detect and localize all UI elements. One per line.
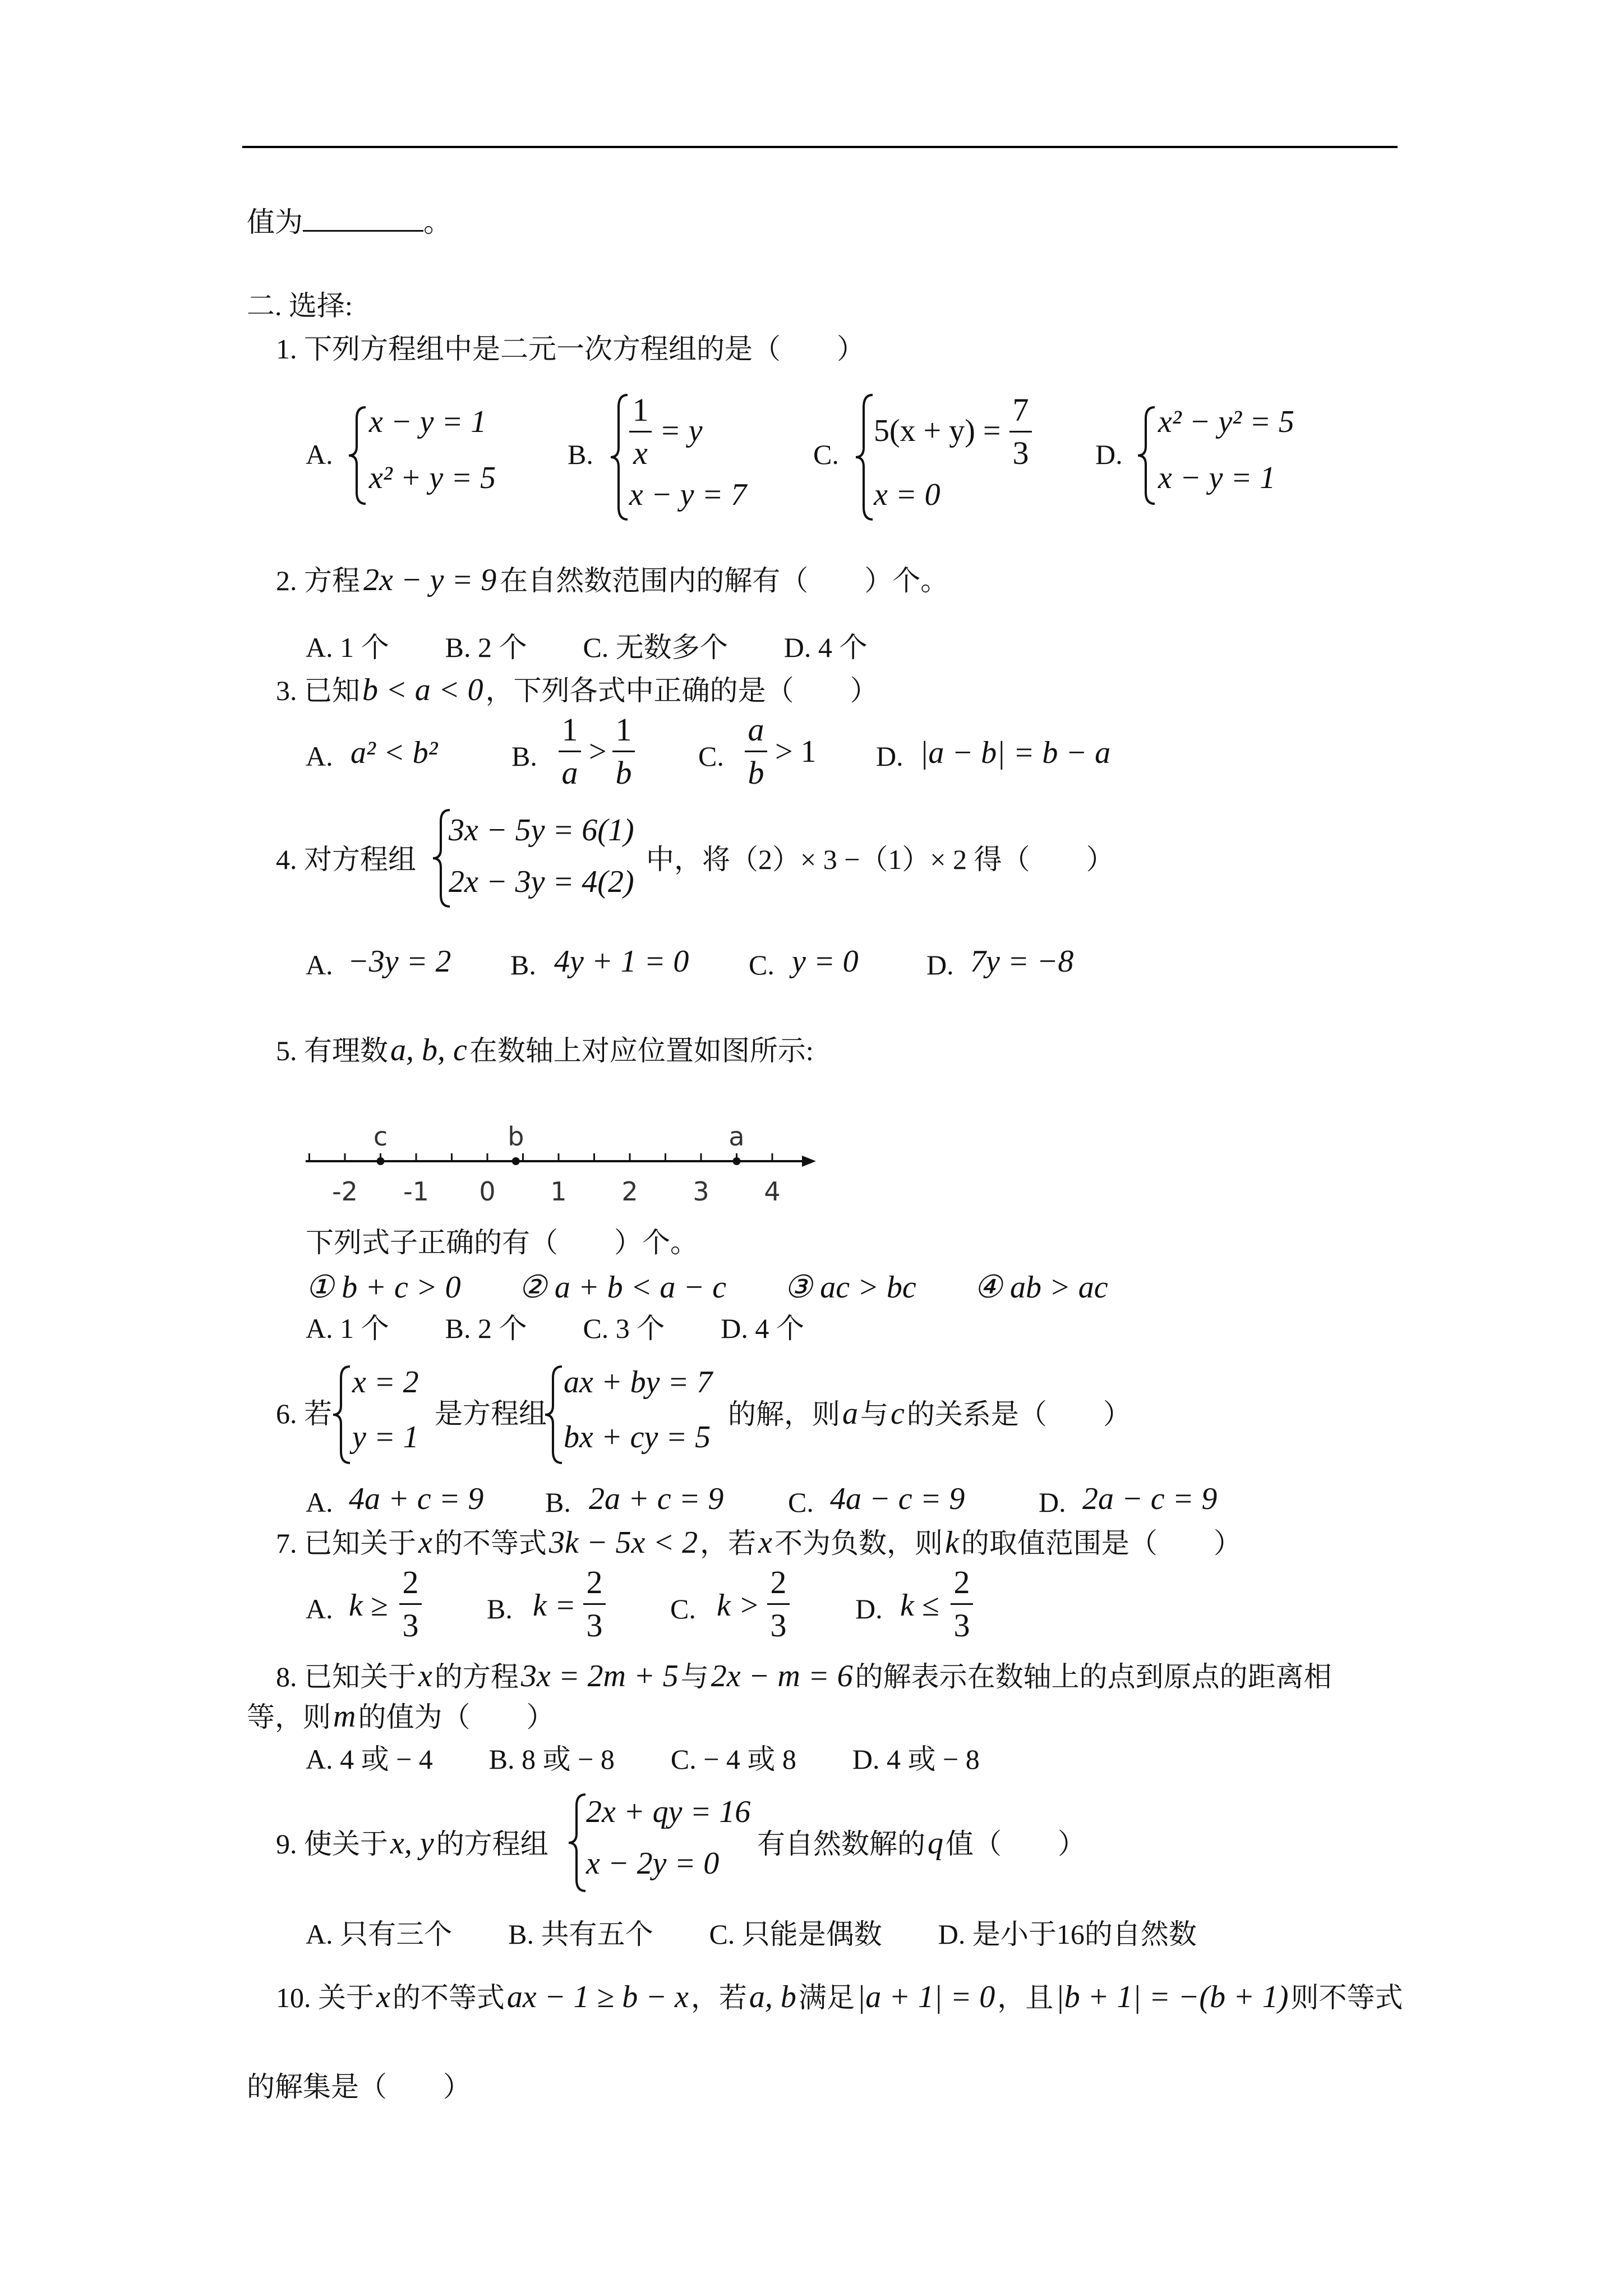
q7-d-den: 3 xyxy=(953,1607,970,1644)
q10-line1 xyxy=(276,1980,1403,2014)
number-line-tick-label: -1 xyxy=(403,1176,429,1207)
number-line-tick-label: 2 xyxy=(621,1176,638,1207)
q10-ab: a, b xyxy=(749,1980,796,2014)
q7-k: k xyxy=(945,1525,959,1560)
q7-mid2: ，若 xyxy=(700,1527,757,1559)
q4-d: 7y = −8 xyxy=(970,944,1074,979)
q8-line1-mid: 的方程 xyxy=(434,1661,519,1692)
q6-post-end: 的关系是（ ） xyxy=(906,1398,1131,1430)
q9-post xyxy=(757,1826,1086,1861)
number-line-tick-label: 3 xyxy=(693,1176,709,1207)
q8-line2-pre: 等，则 xyxy=(247,1701,331,1733)
q1-a-eq2: x² + y = 5 xyxy=(369,461,496,495)
q7-x: x xyxy=(418,1525,432,1560)
q1-a-eq1: x − y = 1 xyxy=(369,404,487,439)
q7-c-den: 3 xyxy=(770,1607,787,1644)
q4-eq1: 3x − 5y = 6(1) xyxy=(449,813,634,848)
q7-c-frac xyxy=(767,1565,790,1643)
q9-e1: 2x + qy = 16 xyxy=(586,1795,751,1829)
q2-stem xyxy=(276,563,948,597)
q7-c-pre: k > xyxy=(717,1588,760,1623)
q7-b-num: 2 xyxy=(586,1564,603,1600)
q1-c-eq1: 5(x + y) = xyxy=(874,413,1001,448)
q7-post: 的取值范围是（ ） xyxy=(961,1527,1242,1559)
q6-a: 4a + c = 9 xyxy=(349,1481,484,1516)
q10-mid: 的不等式 xyxy=(392,1982,505,2013)
q6-post xyxy=(728,1397,1131,1431)
q7-option-c-label: C. xyxy=(670,1593,696,1625)
q1-b-num: 1 xyxy=(632,392,649,428)
number-line-point-label-a: a xyxy=(728,1121,745,1152)
q3-a: a² < b² xyxy=(351,735,438,770)
q10-mid4: ，且 xyxy=(997,1982,1054,2013)
q7-c-num: 2 xyxy=(770,1564,787,1600)
q1-option-d-label: D. xyxy=(1095,439,1123,470)
q6-pre: 6. 若 xyxy=(276,1398,332,1429)
q7-b-den: 3 xyxy=(586,1607,603,1644)
q1-b-eq2: x − y = 7 xyxy=(629,477,747,512)
q4-option-d-label: D. xyxy=(926,949,954,981)
q6-brace-1 xyxy=(331,1364,353,1465)
q3-b-den2: b xyxy=(615,754,632,791)
q7-ineq: 3k − 5x < 2 xyxy=(548,1525,698,1560)
q3-b-den1: a xyxy=(561,754,578,791)
q9-e2: x − 2y = 0 xyxy=(586,1846,720,1881)
q3-c-num: a xyxy=(748,711,764,748)
section-title: 二. 选择: xyxy=(247,290,353,321)
q4-eq2: 2x − 3y = 4(2) xyxy=(449,864,634,899)
q5-item-3: ③ ac > bc xyxy=(784,1270,916,1305)
q1-stem: 1. 下列方程组中是二元一次方程组的是（ ） xyxy=(276,333,865,365)
q1-c-num: 7 xyxy=(1012,392,1029,428)
number-line-tick-label: 4 xyxy=(764,1176,781,1207)
q2-post: 在自然数范围内的解有（ ）个。 xyxy=(500,565,949,596)
number-line-point-b xyxy=(512,1157,520,1165)
q1-option-c-label: C. xyxy=(813,439,839,470)
q6-e1: ax + by = 7 xyxy=(564,1365,713,1400)
number-line-arrow xyxy=(802,1156,816,1167)
q3-d: |a − b| = b − a xyxy=(920,735,1111,770)
q1-d-brace xyxy=(1136,405,1158,506)
q4-c: y = 0 xyxy=(792,944,859,979)
q3-option-a-label: A. xyxy=(306,740,333,772)
q2-pre: 2. 方程 xyxy=(276,565,360,596)
q3-option-b-label: B. xyxy=(511,740,537,772)
q7-b-pre: k = xyxy=(533,1588,576,1623)
q4-b: 4y + 1 = 0 xyxy=(554,944,689,979)
q9-options: A. 只有三个 B. 共有五个 C. 只能是偶数 D. 是小于16的自然数 xyxy=(306,1918,1197,1950)
q5-options: A. 1 个 B. 2 个 C. 3 个 D. 4 个 xyxy=(306,1313,804,1344)
q9-q: q xyxy=(928,1826,943,1861)
q3-option-c-label: C. xyxy=(698,740,724,772)
q5-items xyxy=(306,1269,1108,1305)
q9-brace xyxy=(566,1792,589,1893)
q3-cond: b < a < 0 xyxy=(362,673,483,707)
q7-stem xyxy=(276,1526,1242,1560)
q3-b-num2: 1 xyxy=(615,711,632,748)
q6-s2: y = 1 xyxy=(352,1420,419,1455)
q9-pre xyxy=(276,1826,548,1861)
q9-mid: 的方程组 xyxy=(436,1828,548,1860)
q6-post-mid: 与 xyxy=(860,1398,888,1430)
answer-blank[interactable] xyxy=(303,203,423,232)
q9-pre-text: 9. 使关于 xyxy=(276,1828,388,1860)
q9-post-text: 值（ ） xyxy=(946,1828,1086,1860)
q4-a: −3y = 2 xyxy=(348,944,451,979)
q10-x: x xyxy=(376,1980,390,2014)
q3-b-op: > xyxy=(589,734,607,769)
q7-d-num: 2 xyxy=(953,1564,970,1600)
q1-d-eq1: x² − y² = 5 xyxy=(1158,404,1294,439)
q7-a-pre: k ≥ xyxy=(349,1588,388,1623)
header-rule xyxy=(242,146,1398,148)
number-line-tick-label: -2 xyxy=(332,1176,358,1207)
q5-item-1: ① b + c > 0 xyxy=(306,1270,461,1305)
q10-line2: 的解集是（ ） xyxy=(247,2071,471,2102)
q6-d: 2a − c = 9 xyxy=(1082,1481,1218,1516)
q2-eq: 2x − y = 9 xyxy=(363,563,497,597)
q6-option-a-label: A. xyxy=(306,1487,333,1518)
q5-stem xyxy=(276,1033,814,1068)
q4-post: 中，将（2）× 3 −（1）× 2 得（ ） xyxy=(646,844,1114,875)
q5-vars: a, b, c xyxy=(390,1033,467,1068)
q6-option-b-label: B. xyxy=(545,1487,571,1518)
q8-line2-post: 的值为（ ） xyxy=(358,1701,555,1733)
q6-post-c: c xyxy=(891,1396,905,1431)
number-line-tick-label: 1 xyxy=(550,1176,567,1207)
q3-pre: 3. 已知 xyxy=(276,675,360,706)
q10-mid3: 满足 xyxy=(798,1982,855,2013)
q6-b: 2a + c = 9 xyxy=(589,1481,724,1516)
q6-post-a: a xyxy=(842,1396,858,1431)
q3-stem xyxy=(276,673,878,707)
q7-b-frac xyxy=(583,1565,606,1643)
q3-b-frac2 xyxy=(612,712,635,790)
q7-option-a-label: A. xyxy=(306,1593,333,1625)
q7-option-b-label: B. xyxy=(487,1593,513,1625)
q10-c2: |b + 1| = −(b + 1) xyxy=(1055,1980,1289,2014)
q6-option-c-label: C. xyxy=(788,1487,814,1518)
q6-e2: bx + cy = 5 xyxy=(564,1420,711,1455)
number-line-point-label-b: b xyxy=(508,1121,524,1152)
number-line-tick-label: 0 xyxy=(479,1176,496,1207)
q1-c-brace xyxy=(854,393,876,522)
q3-c-frac xyxy=(745,712,767,790)
q1-d-eq2: x − y = 1 xyxy=(1158,461,1276,495)
q3-b-frac1 xyxy=(559,712,581,790)
q6-brace-2 xyxy=(543,1364,565,1465)
q6-c: 4a − c = 9 xyxy=(830,1481,965,1516)
q6-post-pre: 的解，则 xyxy=(728,1398,840,1430)
q3-c-rest: > 1 xyxy=(775,734,817,769)
q7-a-frac xyxy=(399,1565,422,1643)
q4-pre: 4. 对方程组 xyxy=(276,844,416,875)
q1-b-eq1-rest: = y xyxy=(660,413,703,448)
q9-vars: x, y xyxy=(390,1826,434,1861)
q8-line1-pre: 8. 已知关于 xyxy=(276,1661,416,1692)
continuation-end: 。 xyxy=(423,206,451,238)
q3-c-den: b xyxy=(748,754,764,791)
q1-option-a-label: A. xyxy=(306,439,333,470)
q8-line1 xyxy=(276,1659,1332,1694)
q10-pre: 10. 关于 xyxy=(276,1982,374,2013)
q7-mid: 的不等式 xyxy=(434,1527,547,1559)
q1-b-den: x xyxy=(633,435,648,471)
q5-stem-post: 在数轴上对应位置如图所示: xyxy=(469,1035,814,1066)
q5-item-4: ④ ab > ac xyxy=(974,1270,1108,1305)
continuation-line xyxy=(247,203,451,239)
q4-option-b-label: B. xyxy=(510,949,536,981)
q7-a-num: 2 xyxy=(402,1564,419,1600)
q1-a-brace xyxy=(347,405,369,506)
q8-x: x xyxy=(418,1659,432,1694)
q10-c1: |a + 1| = 0 xyxy=(856,1980,995,2014)
q4-option-c-label: C. xyxy=(749,949,774,981)
q7-d-pre: k ≤ xyxy=(900,1588,939,1623)
q7-a-den: 3 xyxy=(402,1607,419,1644)
q3-post: ，下列各式中正确的是（ ） xyxy=(485,675,878,706)
q7-d-frac xyxy=(951,1565,973,1643)
q10-ineq: ax − 1 ≥ b − x xyxy=(506,1980,689,2014)
q7-mid3: 不为负数，则 xyxy=(774,1527,943,1559)
continuation-text: 值为 xyxy=(247,206,303,238)
q7-option-d-label: D. xyxy=(855,1593,883,1625)
number-line-point-label-c: c xyxy=(373,1121,388,1152)
number-line-point-a xyxy=(733,1157,741,1165)
q3-b-num1: 1 xyxy=(561,711,578,748)
q8-options: A. 4 或 − 4 B. 8 或 − 8 C. − 4 或 8 D. 4 或 − 8 xyxy=(306,1743,980,1775)
q7-x2: x xyxy=(758,1525,773,1560)
q1-option-b-label: B. xyxy=(568,439,593,470)
q2-options: A. 1 个 B. 2 个 C. 无数多个 D. 4 个 xyxy=(306,632,868,663)
q1-b-brace xyxy=(608,393,631,522)
q4-option-a-label: A. xyxy=(306,949,333,981)
q5-stem-pre: 5. 有理数 xyxy=(276,1035,388,1066)
q1-c-den: 3 xyxy=(1012,435,1029,471)
q5-sub: 下列式子正确的有（ ）个。 xyxy=(306,1227,698,1258)
q8-m: m xyxy=(333,1699,356,1734)
q8-eq2: 2x − m = 6 xyxy=(711,1659,853,1694)
q1-c-eq2: x = 0 xyxy=(874,477,940,512)
q8-line1-post: 的解表示在数轴上的点到原点的距离相 xyxy=(855,1661,1332,1692)
q8-line2 xyxy=(247,1700,554,1734)
q5-item-2: ② a + b < a − c xyxy=(518,1270,727,1305)
q7-pre: 7. 已知关于 xyxy=(276,1527,416,1559)
q1-c-fraction xyxy=(1009,393,1032,471)
q10-mid2: ，若 xyxy=(690,1982,747,2013)
q10-post: 则不等式 xyxy=(1290,1982,1403,2013)
q8-and: 与 xyxy=(680,1661,709,1692)
q3-option-d-label: D. xyxy=(876,740,903,772)
number-line-point-c xyxy=(377,1157,385,1165)
q9-post-pre: 有自然数解的 xyxy=(757,1828,925,1860)
q6-mid: 是方程组 xyxy=(435,1398,547,1429)
q8-eq1: 3x = 2m + 5 xyxy=(520,1659,679,1694)
q6-s1: x = 2 xyxy=(352,1365,419,1400)
q6-option-d-label: D. xyxy=(1039,1487,1066,1518)
q1-b-fraction xyxy=(629,393,652,471)
